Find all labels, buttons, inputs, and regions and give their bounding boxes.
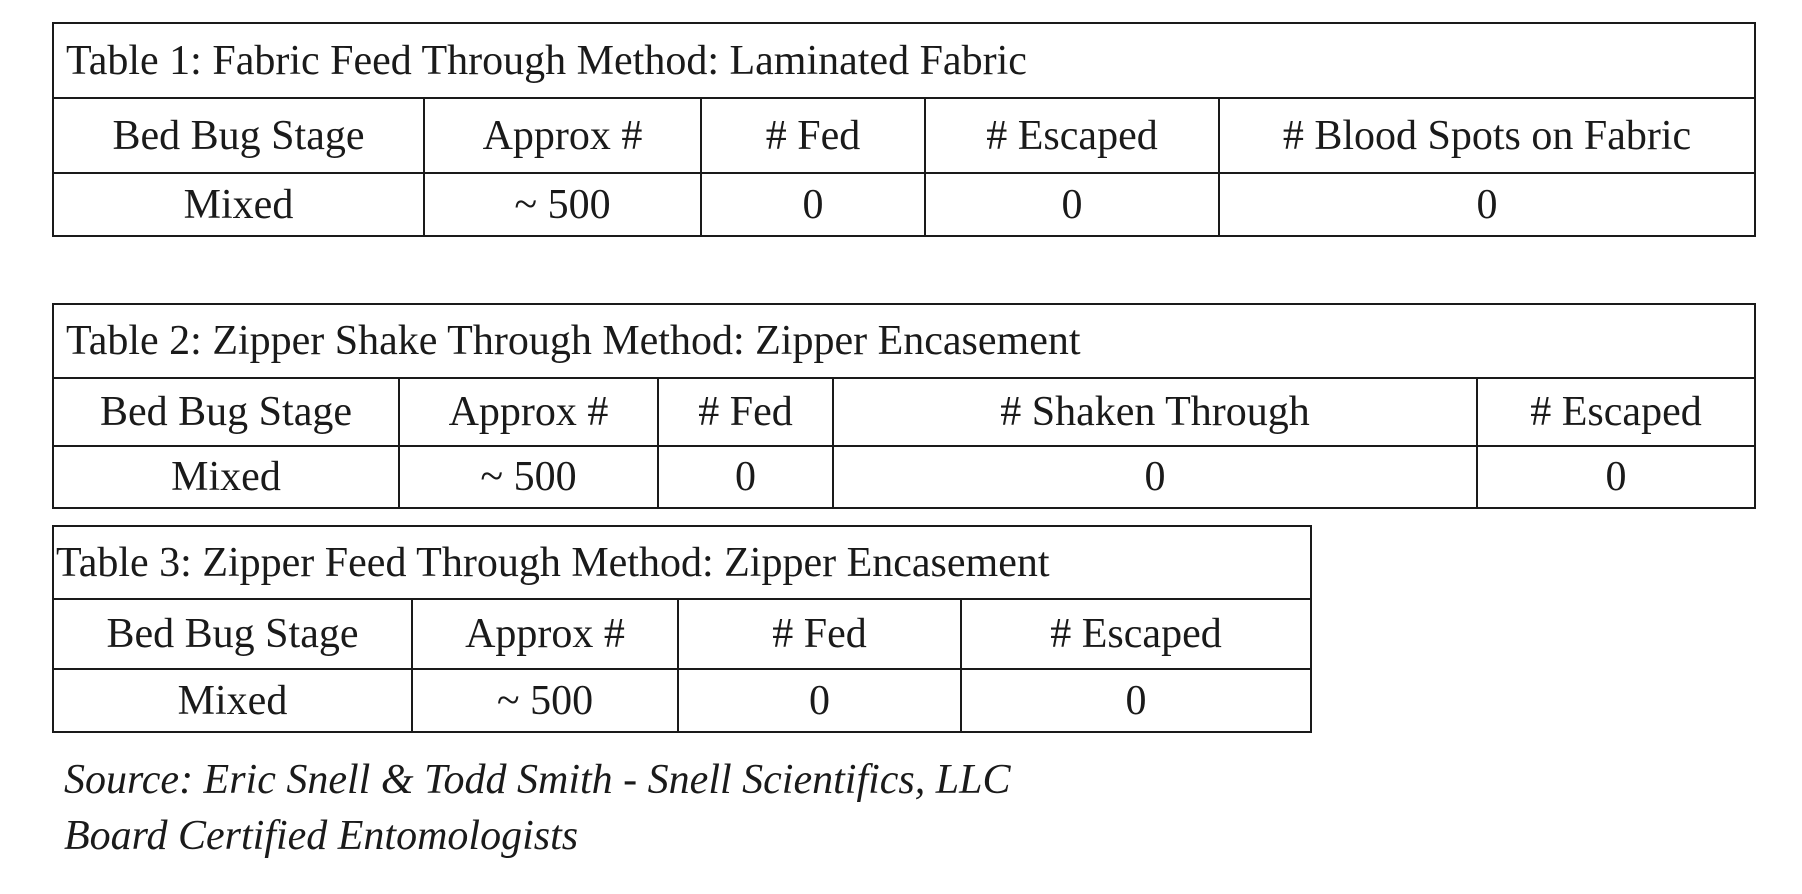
table-cell: 0 — [961, 669, 1311, 732]
table-header-row — [53, 599, 1311, 669]
table-row — [53, 669, 1311, 732]
column-header: # Escaped — [1477, 378, 1755, 446]
table-cell: 0 — [1219, 173, 1755, 236]
table-cell: ~ 500 — [424, 173, 701, 236]
table-title: Table 1: Fabric Feed Through Method: Laminated Fabric — [53, 23, 1755, 98]
table-row — [53, 173, 1755, 236]
table-cell: 0 — [701, 173, 925, 236]
table-title: Table 2: Zipper Shake Through Method: Zipper Encasement — [53, 304, 1755, 378]
column-header: Approx # — [424, 98, 701, 173]
column-header: # Escaped — [925, 98, 1219, 173]
column-header: Approx # — [399, 378, 658, 446]
table-cell: 0 — [658, 446, 833, 508]
table-cell: ~ 500 — [399, 446, 658, 508]
table-3-zipper-feed-through — [52, 525, 1312, 733]
table-cell: 0 — [1477, 446, 1755, 508]
source-note — [64, 752, 1011, 864]
credentials-line: Board Certified Entomologists — [64, 813, 579, 859]
column-header: # Fed — [701, 98, 925, 173]
table-cell: Mixed — [53, 446, 399, 508]
source-line: Source: Eric Snell & Todd Smith - Snell Scientifics, LLC — [64, 757, 1011, 803]
table-2-zipper-shake-through — [52, 303, 1756, 509]
table-cell: 0 — [678, 669, 961, 732]
table-header-row — [53, 98, 1755, 173]
table-header-row — [53, 378, 1755, 446]
table-1-fabric-feed-through — [52, 22, 1756, 237]
column-header: # Shaken Through — [833, 378, 1477, 446]
table-cell: 0 — [925, 173, 1219, 236]
column-header: Approx # — [412, 599, 678, 669]
table-cell: Mixed — [53, 669, 412, 732]
column-header: # Escaped — [961, 599, 1311, 669]
table-row — [53, 446, 1755, 508]
column-header: Bed Bug Stage — [53, 98, 424, 173]
table-cell: 0 — [833, 446, 1477, 508]
column-header: # Fed — [658, 378, 833, 446]
table-title: Table 3: Zipper Feed Through Method: Zipper Encasement — [53, 526, 1311, 599]
table-cell: Mixed — [53, 173, 424, 236]
column-header: Bed Bug Stage — [53, 378, 399, 446]
column-header: Bed Bug Stage — [53, 599, 412, 669]
table-cell: ~ 500 — [412, 669, 678, 732]
column-header: # Blood Spots on Fabric — [1219, 98, 1755, 173]
column-header: # Fed — [678, 599, 961, 669]
